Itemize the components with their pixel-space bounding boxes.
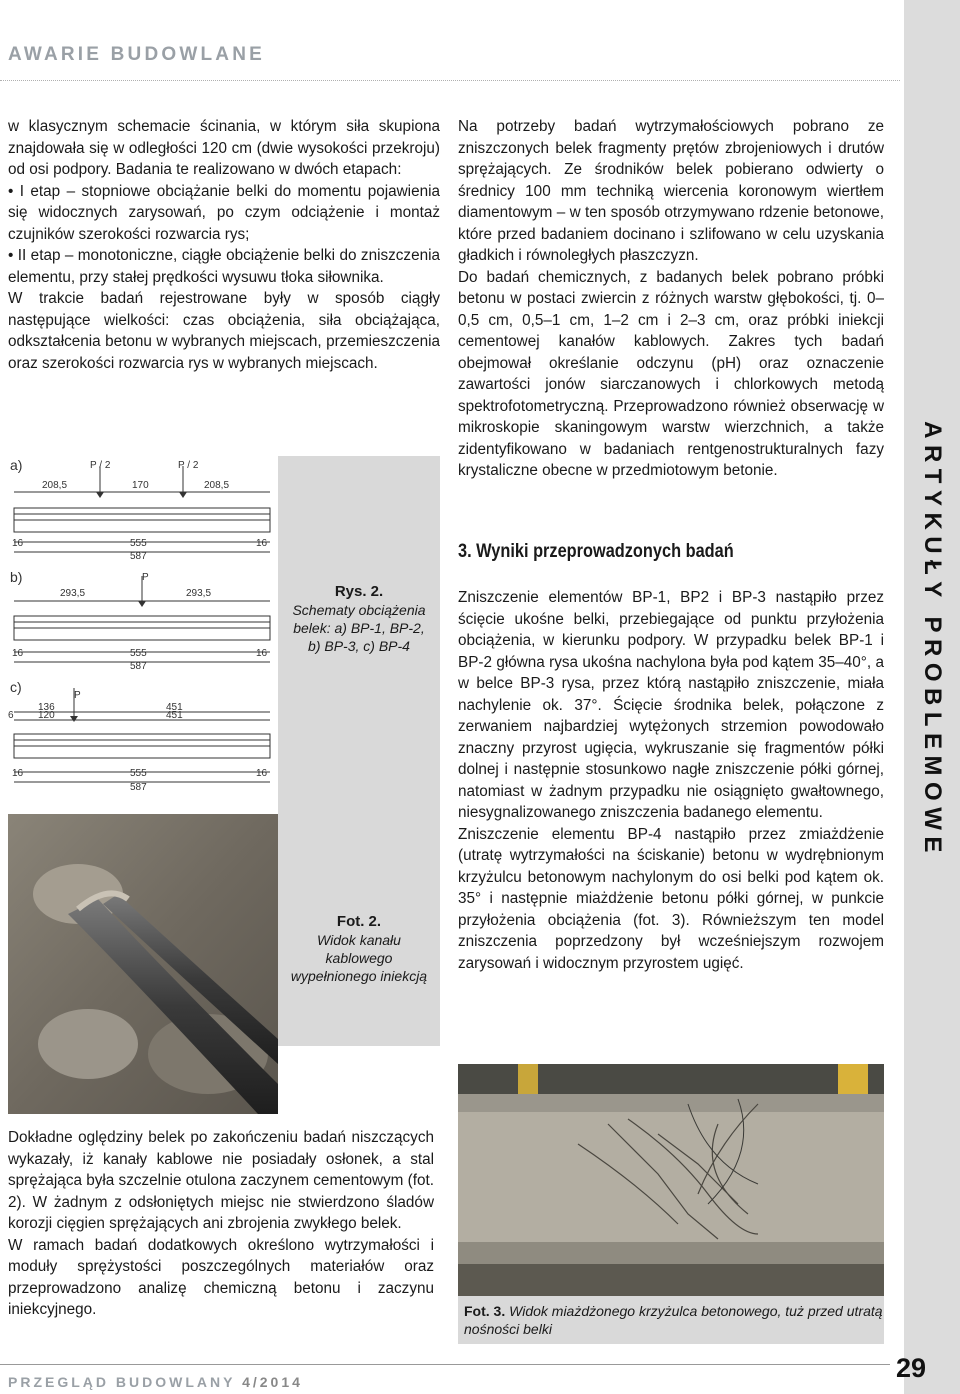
photo-crushed-strut	[458, 1064, 884, 1296]
photo-3-caption	[464, 1302, 884, 1338]
dimension-label: 208,5	[204, 480, 230, 491]
paragraph: W ramach badań dodatkowych określono wytrzymałości i moduły sprężystości poszczególnych materiałów oraz przeprowadzono analizę chemiczną betonu i zaczynu iniekcyjnego.	[8, 1236, 434, 1318]
dimension-label: 16	[256, 768, 268, 779]
load-label: P	[74, 690, 81, 701]
scheme-b-label: b)	[10, 569, 23, 585]
load-arrow	[179, 492, 187, 498]
caption-text: Widok miażdżonego krzyżulca betonowego, tuż przed utratą nośności belki	[464, 1303, 883, 1337]
dimension-label: 555	[130, 768, 147, 779]
loading-schemes-diagram	[8, 456, 278, 806]
load-arrow	[138, 601, 146, 607]
section-heading: 3. Wyniki przeprowadzonych badań	[458, 541, 734, 562]
load-label: P / 2	[90, 460, 111, 471]
issue-number: 4/2014	[242, 1374, 303, 1390]
dimension-label: 587	[130, 782, 147, 793]
paragraph: Zniszczenie elementów BP-1, BP2 i BP-3 nastąpiło przez ścięcie ukośne belki, przebiegające od punktu przyłożenia obciążenia, w kierunku podpory. W przypadku belek BP-1 i BP-2 główna rysa ukośna nachylona była pod kątem 35–40°, a w belce BP-3 rysa, przez którą nastąpiło zniszczenie, miała nachylenie ok. 37°. Ścięcie środnika belek, połączone z zerwaniem najbardziej wytężonych strzemion powodowało znaczny przyrost ugięcia, wykruszanie się fragmentów półki dolnej i następnie stosunkowo nagłe zniszczenie półki górnej, natomiast w żadnym przypadku nie osiągnięto gwałtownego, niesygnalizowanego zniszczenia badanego elementu.	[458, 589, 884, 821]
dimension-label: 6	[8, 710, 14, 721]
paragraph: Zniszczenie elementu BP-4 nastąpiło przez zmiażdżenie (utratę wytrzymałości na ściskanie) betonu w wydrębnionym krzyżulcu betonowym nachylonym do osi belki pod kątem ok. 35° i następnie miażdżenie betonu półki górnej, w punkcie przyłożenia obciążenia (fot. 3). Równieższym ten model zniszczenia poprzedzony był wcześniejszym rozwojem zarysowań i widocznym przyrostem ugięć.	[458, 825, 884, 972]
running-header: AWARIE BUDOWLANE	[8, 44, 266, 65]
footer-divider	[0, 1364, 890, 1365]
dimension-label: 555	[130, 648, 147, 659]
paragraph: Dokładne oględziny belek po zakończeniu badań niszczących wykazały, iż kanały kablowe nie posiadały osłonek, a stal sprężająca była szczelnie otulona zaczynem cementowym (fot. 2). W żadnym z odsłoniętych miejsc nie stwierdzono śladów korozji cięgien sprężających ani zbrojenia zwykłego belek.	[8, 1129, 434, 1232]
dimension-label: 555	[130, 538, 147, 549]
dimension-label: 208,5	[42, 480, 68, 491]
dimension-label: 587	[130, 551, 147, 562]
bottom-column	[8, 1127, 434, 1321]
load-label: P	[142, 572, 149, 583]
dimension-label: 16	[12, 538, 24, 549]
dimension-label: 16	[12, 648, 24, 659]
dimension-label: 293,5	[60, 588, 86, 599]
results-text	[458, 587, 884, 974]
dimension-label: 16	[256, 538, 268, 549]
paragraph: w klasycznym schemacie ścinania, w którym siła skupiona znajdowała się w odległości 120 cm (dwie wysokości przekroju) od osi podpory. Badania te realizowano w dwóch etapach:	[8, 118, 440, 178]
caption-label: Fot. 2.	[336, 913, 382, 930]
paragraph: Do badań chemicznych, z badanych belek pobrano próbki betonu w postaci zwiercin z różnych warstw głębokości, tj. 0–0,5 cm, 0,5–1 cm, 1–2 cm i 2–3 cm, oraz próbki iniekcji cementowej kanałów kablowych. Zakres tych badań obejmował określanie odczynu (pH) oraz oznaczenie zawartości jonów siarczanowych i chlorkowych metodą spektrofotometryczną. Przeprowadzono również obserwację w mikroskopie skaningowym warstw wierzchnich, a także zidentyfikowano w badaniach rentgenostrukturalnych fazy krystaliczne obecne w przedmiotowym betonie.	[458, 268, 884, 479]
paragraph: Na potrzeby badań wytrzymałościowych pobrano ze zniszczonych belek fragmenty prętów zbrojeniowych i drutów sprężających. Ze środników belek pobierano odwierty o średnicy 100 mm techniką wiercenia koronowym wiertłem diamentowym – w ten sposób otrzymywano rdzenie betonowe, które przed badaniem docinano i szlifowano w celu uzyskania gładkich i równoległych płaszczyzn.	[458, 118, 884, 264]
header-divider	[0, 80, 900, 81]
scheme-a-label: a)	[10, 457, 23, 473]
photo-cable-duct	[8, 814, 278, 1114]
figure-2-caption	[286, 582, 432, 655]
bullet-item: • I etap – stopniowe obciążanie belki do momentu pojawienia się widocznych zarysowań, po czym odciążenie i montaż czujników szerokości rozwarcia rys;	[8, 182, 440, 243]
load-arrow	[96, 492, 104, 498]
page-number: 29	[896, 1353, 927, 1383]
dimension-label: 120	[38, 710, 55, 721]
load-arrow	[70, 716, 78, 722]
dimension-label: 16	[12, 768, 24, 779]
dimension-label: 170	[132, 480, 149, 491]
bullet-item: • II etap – monotoniczne, ciągłe obciążenie belki do zniszczenia elementu, przy stałej prędkości wysuwu tłoka siłownika.	[8, 247, 440, 286]
scheme-c-label: c)	[10, 679, 22, 695]
caption-text: Widok kanału kablowego wypełnionego iniekcją	[290, 932, 428, 984]
dimension-label: 16	[256, 648, 268, 659]
photo-2-caption	[286, 912, 432, 985]
paragraph: W trakcie badań rejestrowane były w sposób ciągły następujące wielkości: czas obciążenia, siła obciążająca, odkształcenia betonu w wybranych miejscach, przemieszczenia oraz szerokości rozwarcia rys w wybranych miejscach.	[8, 290, 440, 372]
left-column	[8, 116, 440, 374]
dimension-label: 293,5	[186, 588, 212, 599]
dimension-label: 136	[38, 702, 55, 713]
dimension-label: 451	[166, 710, 183, 721]
beam-diagram-svg	[8, 456, 278, 806]
right-column	[458, 116, 884, 482]
dimension-label: 587	[130, 661, 147, 672]
load-label: P / 2	[178, 460, 199, 471]
footer	[8, 1374, 303, 1390]
journal-name: PRZEGLĄD BUDOWLANY	[8, 1374, 243, 1390]
caption-label: Fot. 3.	[464, 1303, 506, 1319]
caption-label: Rys. 2.	[334, 583, 384, 600]
caption-text: Schematy obciążenia belek: a) BP-1, BP-2, b) BP-3, c) BP-4	[292, 602, 426, 654]
side-label: ARTYKUŁY PROBLEMOWE	[919, 421, 946, 859]
dimension-label: 451	[166, 702, 183, 713]
